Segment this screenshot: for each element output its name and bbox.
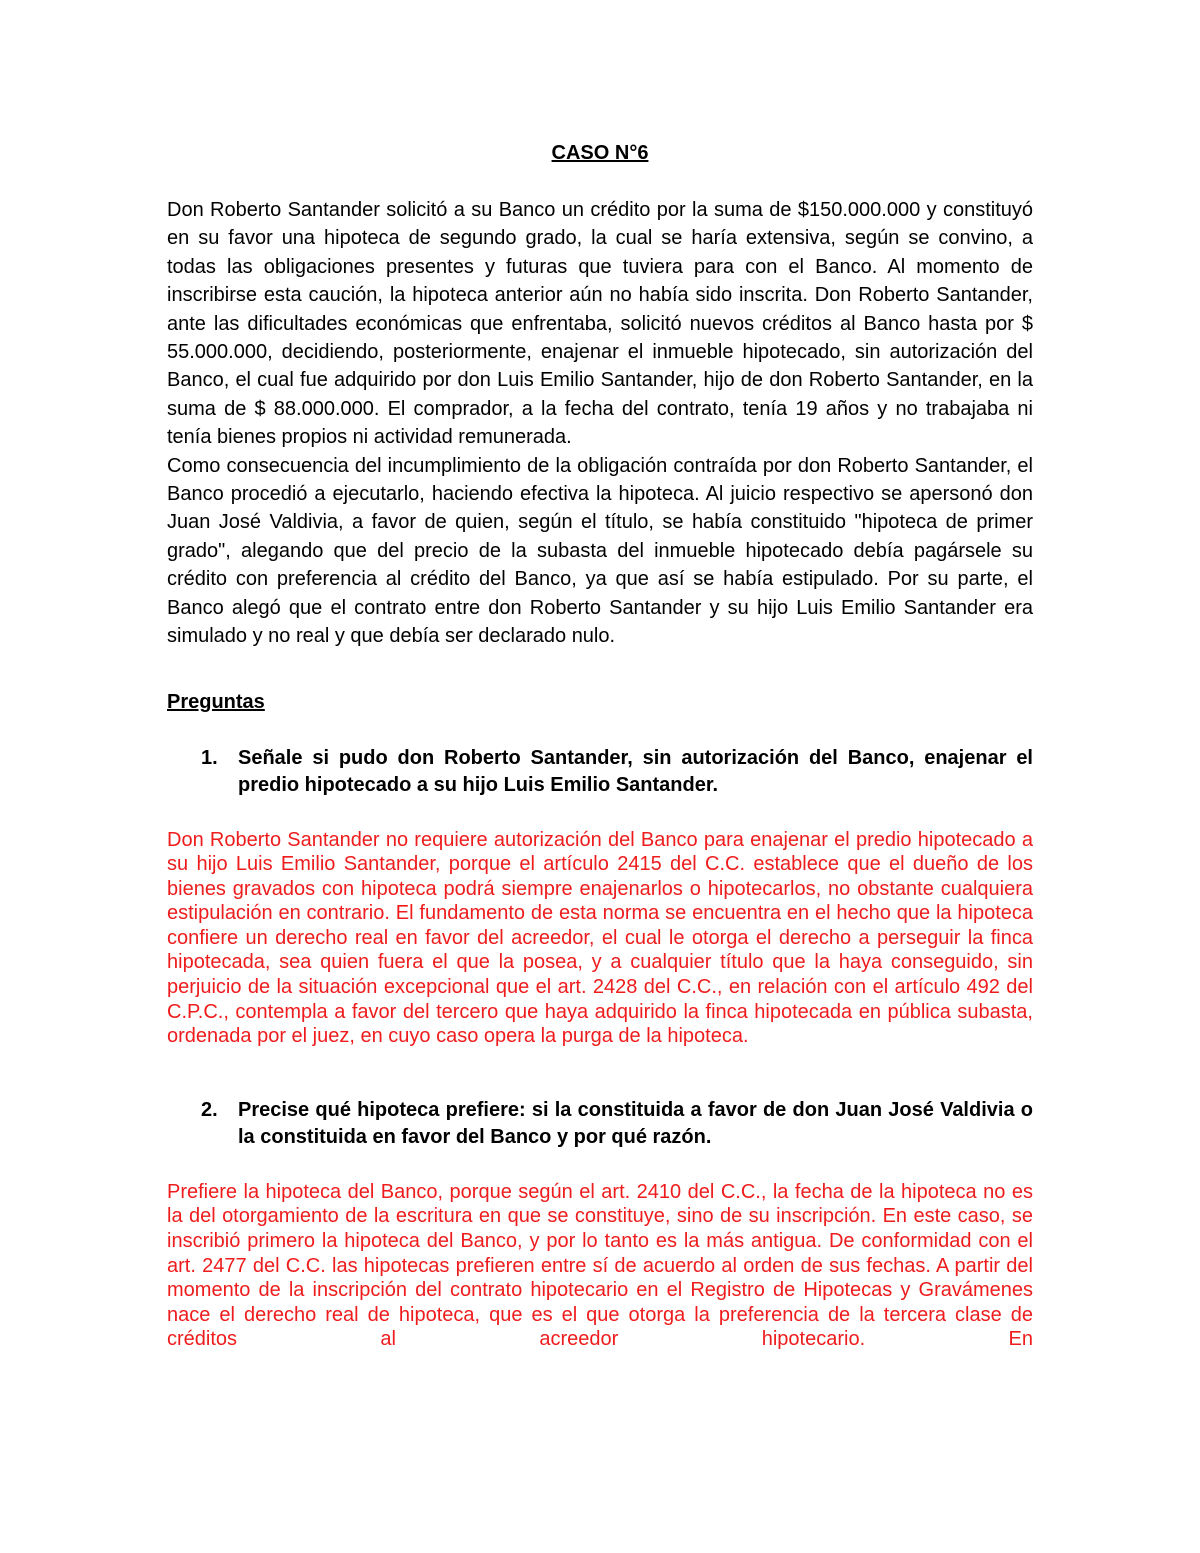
case-paragraph-2: Como consecuencia del incumplimiento de la obligación contraída por don Roberto Santander, el Banco procedió a ejecutarlo, haciendo efectiva la hipoteca. Al juicio respectivo se apersonó don Juan José Valdivia, a favor de quien, según el título, se había constituido "hipoteca de primer grado", alegando que del precio de la subasta del inmueble hipotecado debía pagársele su crédito con preferencia al crédito del Banco, ya que así se había estipulado. Por su parte, el Banco alegó que el contrato entre don Roberto Santander y su hijo Luis Emilio Santander era simulado y no real y que debía ser declarado nulo. (167, 454, 1033, 648)
question-number: 2. (201, 1098, 218, 1121)
question-text: Precise qué hipoteca prefiere: si la constituida a favor de don Juan José Valdivia o la constituida en favor del Banco y por qué razón. (238, 1098, 1033, 1148)
document-page (167, 140, 1033, 1352)
case-title: CASO N°6 (551, 142, 649, 164)
question-2 (167, 1097, 1033, 1151)
answer-1: Don Roberto Santander no requiere autorización del Banco para enajenar el predio hipotecado a su hijo Luis Emilio Santander, porque el artículo 2415 del C.C. establece que el dueño de los bienes gravados con hipoteca podrá siempre enajenarlos o hipotecarlos, no obstante cualquiera estipulación en contrario. El fundamento de esta norma se encuentra en el hecho que la hipoteca confiere un derecho real en favor del acreedor, el cual le otorga el derecho a perseguir la finca hipotecada, sea quien fuera el que la posea, y a cualquier título que la haya conseguido, sin perjuicio de la situación excepcional que el art. 2428 del C.C., en relación con el artículo 492 del C.P.C., contempla a favor del tercero que haya adquirido la finca hipotecada en pública subasta, ordenada por el juez, en cuyo caso opera la purga de la hipoteca. (167, 828, 1033, 1048)
question-text: Señale si pudo don Roberto Santander, sin autorización del Banco, enajenar el predio hipotecado a su hijo Luis Emilio Santander. (238, 746, 1033, 796)
question-1 (167, 745, 1033, 799)
case-paragraph-1: Don Roberto Santander solicitó a su Banco un crédito por la suma de $150.000.000 y constituyó en su favor una hipoteca de segundo grado, la cual se haría extensiva, según se convino, a todas las obligaciones presentes y futuras que tuviera para con el Banco. Al momento de inscribirse esta caución, la hipoteca anterior aún no había sido inscrita. Don Roberto Santander, ante las dificultades económicas que enfrentaba, solicitó nuevos créditos al Banco hasta por $ 55.000.000, decidiendo, posteriormente, enajenar el inmueble hipotecado, sin autorización del Banco, el cual fue adquirido por don Luis Emilio Santander, hijo de don Roberto Santander, en la suma de $ 88.000.000. El comprador, a la fecha del contrato, tenía 19 años y no trabajaba ni tenía bienes propios ni actividad remunerada. (167, 199, 1033, 449)
questions-heading: Preguntas (167, 690, 265, 713)
question-number: 1. (201, 746, 218, 769)
answer-2: Prefiere la hipoteca del Banco, porque según el art. 2410 del C.C., la fecha de la hipoteca no es la del otorgamiento de la escritura en que se constituye, sino de su inscripción. En este caso, se inscribió primero la hipoteca del Banco, y por lo tanto es la más antigua. De conformidad con el art. 2477 del C.C. las hipotecas prefieren entre sí de acuerdo al orden de sus fechas. A partir del momento de la inscripción del contrato hipotecario en el Registro de Hipotecas y Gravámenes nace el derecho real de hipoteca, que es el que otorga la preferencia de la tercera clase de créditos al acreedor hipotecario. En (167, 1180, 1033, 1351)
